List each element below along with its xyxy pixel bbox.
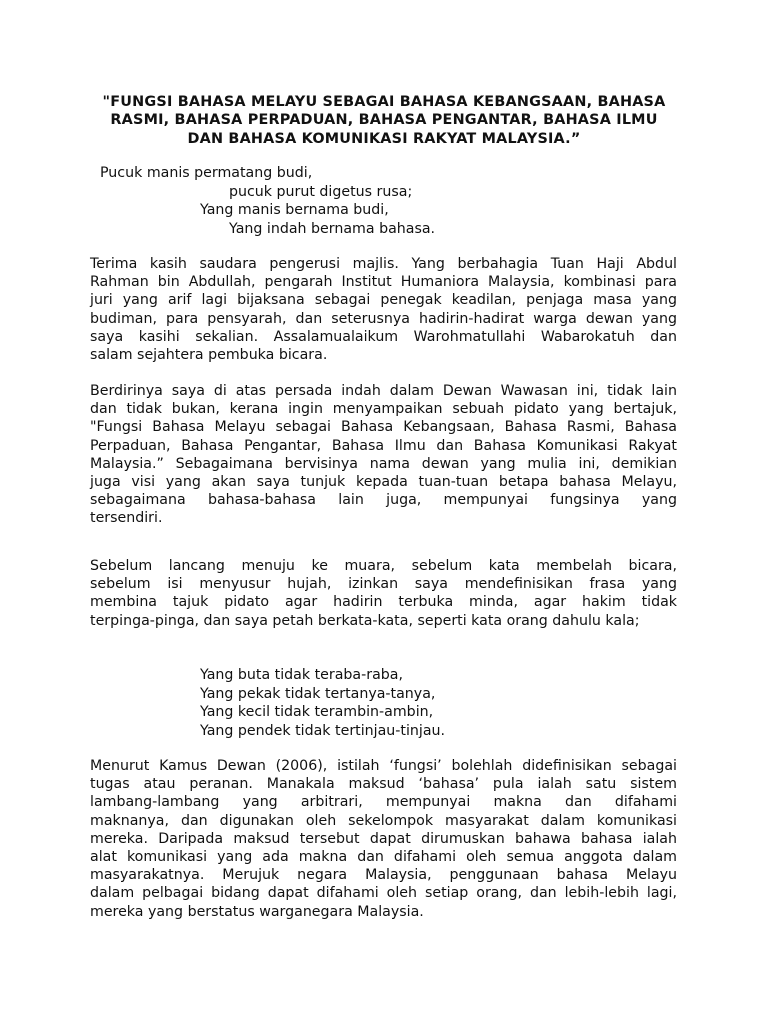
paragraph-line: mereka. Daripada maksud tersebut dapat dirumuskan bahawa bahasa ialah [90,830,677,847]
paragraph-line: salam sejahtera pembuka bicara. [90,346,328,363]
title-line: RASMI, BAHASA PERPADUAN, BAHASA PENGANTAR, BAHASA ILMU [110,112,658,129]
paragraph-greeting [90,255,677,364]
paragraph-line: Terima kasih saudara pengerusi majlis. Yang berbahagia Tuan Haji Abdul [90,256,677,272]
paragraph-line: Menurut Kamus Dewan (2006), istilah ‘fungsi’ bolehlah didefinisikan sebagai [90,758,677,774]
paragraph-line: tersendiri. [90,510,163,527]
paragraph-line: Malaysia.” Sebagaimana bervisinya nama dewan yang mulia ini, demikian [90,455,677,472]
paragraph-definition-intro [90,557,677,630]
verse-line: Yang buta tidak teraba-raba, [200,667,403,683]
paragraph-line: maknanya, dan digunakan oleh sekelompok masyarakat dalam komunikasi [90,812,677,829]
title-line: DAN BAHASA KOMUNIKASI RAKYAT MALAYSIA.” [187,130,581,147]
paragraph-line: sebelum isi menyusur hujah, izinkan saya mendefinisikan frasa yang [90,576,677,593]
paragraph-line: lambang-lambang yang arbitrari, mempunyai makna dan difahami [90,794,677,811]
paragraph-line: tugas atau peranan. Manakala maksud ‘bahasa’ pula ialah satu sistem [90,776,677,793]
paragraph-line: budiman, para pensyarah, dan seterusnya hadirin-hadirat warga dewan yang [90,310,677,327]
verse-line: Yang kecil tidak terambin-ambin, [200,704,434,721]
paragraph-line: mereka yang berstatus warganegara Malaysia. [90,903,424,920]
paragraph-line: sebagaimana bahasa-bahasa lain juga, mempunyai fungsinya yang [90,492,677,509]
pantun-line: pucuk purut digetus rusa; [229,183,413,200]
paragraph-introduction [90,382,677,528]
verse-line: Yang pekak tidak tertanya-tanya, [200,685,436,702]
paragraph-line: Sebelum lancang menuju ke muara, sebelum kata membelah bicara, [90,558,677,574]
paragraph-line: alat komunikasi yang ada makna dan difahami oleh semua anggota dalam [90,848,677,865]
paragraph-line: "Fungsi Bahasa Melayu sebagai Bahasa Kebangsaan, Bahasa Rasmi, Bahasa [90,419,677,436]
paragraph-line: Berdirinya saya di atas persada indah dalam Dewan Wawasan ini, tidak lain [90,383,677,399]
paragraph-line: saya kasihi sekalian. Assalamualaikum Warohmatullahi Wabarokatuh dan [90,328,677,345]
pantun-verse [100,164,436,238]
paragraph-line: Perpaduan, Bahasa Pengantar, Bahasa Ilmu dan Bahasa Komunikasi Rakyat [90,437,677,454]
paragraph-line: Rahman bin Abdullah, pengarah Institut Humaniora Malaysia, kombinasi para [90,274,677,291]
paragraph-line: juri yang arif lagi bijaksana sebagai penegak keadilan, penjaga masa yang [90,292,677,309]
document-title [90,93,678,148]
verse-line: Yang pendek tidak tertinjau-tinjau. [200,722,446,739]
paragraph-line: juga visi yang akan saya tunjuk kepada tuan-tuan betapa bahasa Melayu, [90,473,677,490]
paragraph-line: terpinga-pinga, dan saya petah berkata-kata, seperti kata orang dahulu kala; [90,612,640,629]
paragraph-line: dalam pelbagai bidang dapat difahami oleh setiap orang, dan lebih-lebih lagi, [90,885,677,902]
pantun-line: Yang manis bernama budi, [200,202,389,219]
paragraph-line: dan tidak bukan, kerana ingin menyampaikan sebuah pidato yang bertajuk, [90,401,677,418]
pantun-line: Pucuk manis permatang budi, [100,165,313,181]
paragraph-definition [90,757,677,921]
proverb-verse [200,666,445,740]
paragraph-line: membina tajuk pidato agar hadirin terbuka minda, agar hakim tidak [90,594,677,611]
paragraph-line: masyarakatnya. Merujuk negara Malaysia, penggunaan bahasa Melayu [90,867,677,884]
pantun-line: Yang indah bernama bahasa. [229,220,436,237]
title-line: "FUNGSI BAHASA MELAYU SEBAGAI BAHASA KEBANGSAAN, BAHASA [102,94,666,110]
